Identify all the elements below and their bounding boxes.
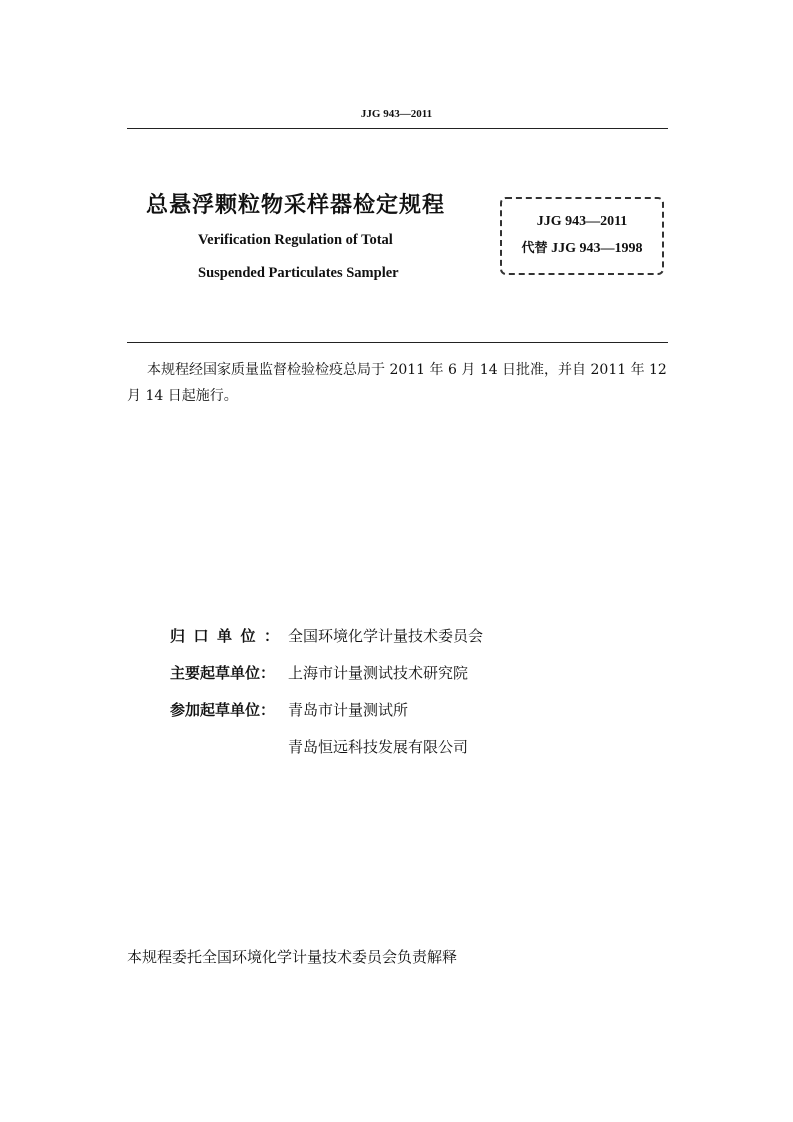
standard-code: JJG 943—2011 xyxy=(536,214,628,229)
participating-unit-value-1: 青岛市计量测试所 xyxy=(288,701,409,719)
main-drafting-unit-label: 主要起草单位： xyxy=(170,664,276,682)
standard-code-box xyxy=(500,197,664,275)
main-drafting-unit-value: 上海市计量测试技术研究院 xyxy=(288,664,469,682)
title-english-line-1: Verification Regulation of Total xyxy=(198,232,393,248)
replaced-standard-code: JJG 943—1998 xyxy=(551,241,643,256)
title-chinese: 总悬浮颗粒物采样器检定规程 xyxy=(146,193,446,218)
participating-unit-label: 参加起草单位： xyxy=(170,701,276,719)
main-drafting-unit-row xyxy=(170,662,468,683)
interpretation-note: 本规程委托全国环境化学计量技术委员会负责解释 xyxy=(127,948,458,966)
responsible-unit-label: 归口单位： xyxy=(170,627,288,645)
header-standard-code: JJG 943—2011 xyxy=(360,108,433,120)
replaces-label: 代替 xyxy=(521,241,548,256)
participating-unit-value-2: 青岛恒远科技发展有限公司 xyxy=(288,738,469,756)
replaces-code-line xyxy=(502,237,662,257)
title-english-line-2: Suspended Particulates Sampler xyxy=(198,265,399,281)
responsible-unit-value: 全国环境化学计量技术委员会 xyxy=(288,627,484,645)
participating-unit-row-2 xyxy=(288,736,468,757)
approval-statement: 本规程经国家质量监督检验检疫总局于 2011 年 6 月 14 日批准，并自 2011 年 12 月 14 日起施行。 xyxy=(127,362,667,404)
header-divider xyxy=(127,128,668,129)
participating-unit-row xyxy=(170,699,408,720)
section-divider xyxy=(127,342,668,343)
responsible-unit-row xyxy=(170,625,483,646)
